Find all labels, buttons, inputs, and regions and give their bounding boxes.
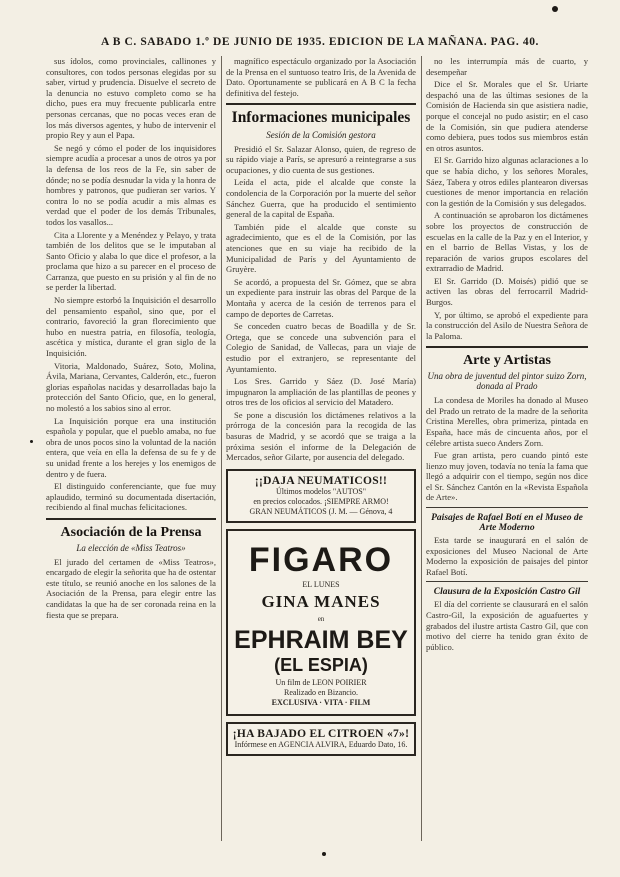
ad-neumaticos-title: ¡¡DAJA NEUMATICOS!!	[254, 474, 388, 487]
paragraph: Se acordó, a propuesta del Sr. Gómez, que se abra un expediente para instruir las obras del Parque de la Montaña y acerca de la cesión de terrenos para el campo de deportes de Carretas.	[226, 276, 416, 319]
paragraph: También pide el alcalde que conste su agradecimiento, que es el de la Comisión, por las atenciones que en su viaje ha recibido de la Municipalidad de París y del Ayuntamiento de Gruyère.	[226, 221, 416, 275]
paragraph: Se negó y cómo el poder de los inquisidores siempre acudía a procesar a unos de otros ya por la defensa de los reos de la Fe, sin saber de dónde; no se podía desnudar la vida y la honra de hombres y patronos, que pudieran ser varios. Y contra lo no se podía acudir a mis almas es verdad que el poder de los demás Tribunales, todos los vasallos...	[46, 142, 216, 227]
ad-figaro-star: GINA MANES	[261, 591, 381, 611]
paragraph: Vitoria, Maldonado, Suárez, Soto, Molina, Ávila, Mariana, Cervantes, Calderón, etc., fueron glorias españolas nacidas y desarrolladas bajo la protección del Santo Oficio, que, en lo general, no molestó a los sabios sino al error.	[46, 360, 216, 413]
ad-citroen-title: ¡HA BAJADO EL CITROEN «7»!	[232, 727, 410, 740]
paragraph: Se conceden cuatro becas de Boadilla y de Sr. Ortega, que se concede una subvención para el Colegio de Sanidad, de Vallecas, para un viaje de estudio por el extranjero, se representante del Ayuntamiento.	[226, 321, 416, 374]
ad-figaro-title: FIGARO	[248, 540, 394, 579]
column-middle	[226, 56, 416, 843]
paragraph: sus ídolos, como provinciales, callinones y consultores, con todos personas elegidas por su saber, virtud y prudencia. Disuelve el secreto de la denuncia no estuvo completo como se ha dicho, pues era muy frecuente publicarla entre personas cercanas, que no pocas veces eran de los más diversos agentes, y hubo de intervenir el propio Rey y aun el Papa.	[46, 56, 216, 141]
asociacion-prensa-subheading: La elección de «Miss Teatros»	[76, 542, 186, 553]
paragraph: El día del corriente se clausurará en el salón Castro-Gil, la exposición de aguafuertes y grabados del ilustre artista Castro Gil, que con motivo del cierre ha tenido gran éxito de público.	[426, 599, 588, 652]
paragraph: El distinguido conferenciante, que fue muy aplaudido, terminó su documentada disertación, recibiendo al final muchas felicitaciones.	[46, 481, 216, 513]
paragraph: Fue gran artista, pero cuando pintó este lienzo muy joven, todavía no tenía la fama que llegó a adquirir con el tiempo, según nos dice el Sr. Sánchez Cantón en la «Revista Española de Arte».	[426, 450, 588, 503]
ad-figaro-date: EL LUNES	[302, 579, 340, 589]
comision-gestora-subheading: Sesión de la Comisión gestora	[266, 129, 376, 140]
clausura-castro-gil-heading: Clausura de la Exposición Castro Gil	[433, 587, 581, 598]
section-divider	[226, 103, 416, 105]
ad-figaro-cinema	[226, 529, 416, 716]
column-left	[46, 56, 216, 843]
paragraph: Leída el acta, pide el alcalde que conste la condolencia de la Corporación por la muerte del señor Sánchez Guerra, que ha producido el sentimiento general de la capital de España.	[226, 177, 416, 220]
ad-figaro-film-subtitle: (EL ESPIA)	[274, 654, 368, 675]
paragraph: magnífico espectáculo organizado por la Asociación de la Prensa en el suntuoso teatro Iris, de la Avenida de Dato. Oportunamente se publicará en A B C la fecha definitiva del festejo.	[226, 56, 416, 98]
paragraph: Cita a Llorente y a Menéndez y Pelayo, y trata también de los delitos que se le imputaban al Santo Oficio y alaba lo que dice el profesor, a la proclama que hizo a su parecer en el proceso de Carranza, que puesto en su prisión y al fin de no se perder la libertad.	[46, 229, 216, 293]
section-divider	[46, 518, 216, 520]
ink-spot-icon	[552, 6, 558, 12]
ad-figaro-en: en	[317, 614, 325, 623]
paragraph: Presidió el Sr. Salazar Alonso, quien, de regreso de su rápido viaje a París, se apresuró a reintegrarse a sus ocupaciones, y dio cuenta de sus gestiones.	[226, 143, 416, 175]
paragraph: El Sr. Garrido (D. Moisés) pidió que se activen las obras del ferrocarril Madrid-Burgos.	[426, 275, 588, 308]
ad-figaro-location: Realizado en Bizancio.	[284, 687, 358, 697]
asociacion-prensa-heading: Asociación de la Prensa	[60, 524, 202, 540]
ink-spot-icon	[322, 852, 326, 856]
ad-neumaticos-line: en precios colocados. ¡SIEMPRE ARMO!	[253, 496, 389, 506]
paragraph: Dice el Sr. Morales que el Sr. Uriarte despachó una de las últimas sesiones de la Comisión de Hacienda sin que asistiera nadie, porque el concejal no pudo asistir; en el caso de la Comisión, sin que pudiera atenderse como debiera, pues todos sus miembros están en otros asuntos.	[426, 79, 588, 153]
ad-neumaticos-line: GRAN NEUMÁTICOS (J. M. — Génova, 4	[249, 506, 393, 516]
ad-figaro-director: Un film de LEON POIRIER	[275, 677, 367, 687]
paragraph: El jurado del certamen de «Miss Teatros», encargado de elegir la señorita que ha de ostentar este título, se reunió anoche en los salones de la Asociación de la Prensa, para elegir entre las candidatas la que ha de ser coronada reina en la fiesta que se prepara.	[46, 556, 216, 620]
paragraph: La Inquisición porque era una institución española y popular, que el pueblo amaba, no fue obra de unos pocos sino la voluntad de la nación entera, que veía en ella la defensa de su fe y de su unidad frente a los herejes y los enemigos de dentro y de fuera.	[46, 415, 216, 479]
column-right	[426, 56, 588, 843]
column-rule	[221, 56, 222, 841]
paisajes-boti-heading: Paisajes de Rafael Botí en el Museo de Arte Moderno	[431, 513, 583, 534]
arte-artistas-subheading: Una obra de juventud del pintor suizo Zorn, donada al Prado	[427, 371, 587, 392]
ad-figaro-film-title: EPHRAIM BEY	[234, 625, 408, 654]
ink-spot-icon	[30, 440, 33, 443]
ad-figaro-distributor: EXCLUSIVA · VITA · FILM	[271, 697, 371, 707]
paragraph: Esta tarde se inaugurará en el salón de exposiciones del Museo Nacional de Arte Moderno la exposición de paisajes del pintor Rafael Botí.	[426, 535, 588, 577]
section-divider	[426, 581, 588, 582]
ad-neumaticos	[226, 469, 416, 523]
page-header: A B C. SABADO 1.º DE JUNIO DE 1935. EDICION DE LA MAÑANA. PAG. 40.	[100, 36, 540, 48]
ad-neumaticos-line: Últimos modelos "AUTOS"	[276, 486, 366, 496]
paragraph: A continuación se aprobaron los dictámenes sobre los proyectos de construcción de escuelas en la calle de la Paz y en el Interior, y en el barrio de Bellas Vistas, y los de reparación de varios grupos escolares del extrarradio de Madrid.	[426, 210, 588, 274]
column-rule	[421, 56, 422, 841]
paragraph: No siempre estorbó la Inquisición el desarrollo del pensamiento español, sino que, por el contrario, favoreció la gran florecimiento que hubo en nuestra patria, en filosofía, teología, ascética y mística, durante el gran siglo de la Inquisición.	[46, 295, 216, 359]
ad-citroen-text: Infórmese en AGENCIA ALVIRA, Eduardo Dato, 16.	[234, 739, 408, 749]
arte-artistas-heading: Arte y Artistas	[463, 353, 551, 369]
ad-citroen	[226, 722, 416, 756]
paragraph: no les interrumpía más de cuarto, y desempeñar	[426, 56, 588, 77]
paragraph: El Sr. Garrido hizo algunas aclaraciones a lo que se había dicho, y los señores Morales, Sáez, Tabera y otros ediles plantearon diversas cuestiones de menor importancia en relación con la gestión de la Comisión y sus delegados.	[426, 155, 588, 208]
paragraph: Y, por último, se aprobó el expediente para la construcción del Asilo de Nuestra Señora de la Paloma.	[426, 309, 588, 341]
informaciones-municipales-heading: Informaciones municipales	[231, 109, 411, 127]
paragraph: La condesa de Moriles ha donado al Museo del Prado un retrato de la madre de la señorita Cristina Merelles, obra primeriza, pintada en España, hace más de cincuenta años, por el célebre artista sueco Anders Zorn.	[426, 395, 588, 448]
section-divider	[426, 346, 588, 348]
paragraph: Se pone a discusión los dictámenes relativos a la prórroga de la concesión para la recogida de las basuras de Madrid, y se acordó que se traiga a la próxima sesión el informe de la Delegación de Mercados, señor Gilarte, por ausencia del delegado.	[226, 409, 416, 463]
section-divider	[426, 507, 588, 508]
paragraph: Los Sres. Garrido y Sáez (D. José María) impugnaron la ampliación de las plantillas de peones y otros tres de los oficios al servicio del Matadero.	[226, 376, 416, 408]
